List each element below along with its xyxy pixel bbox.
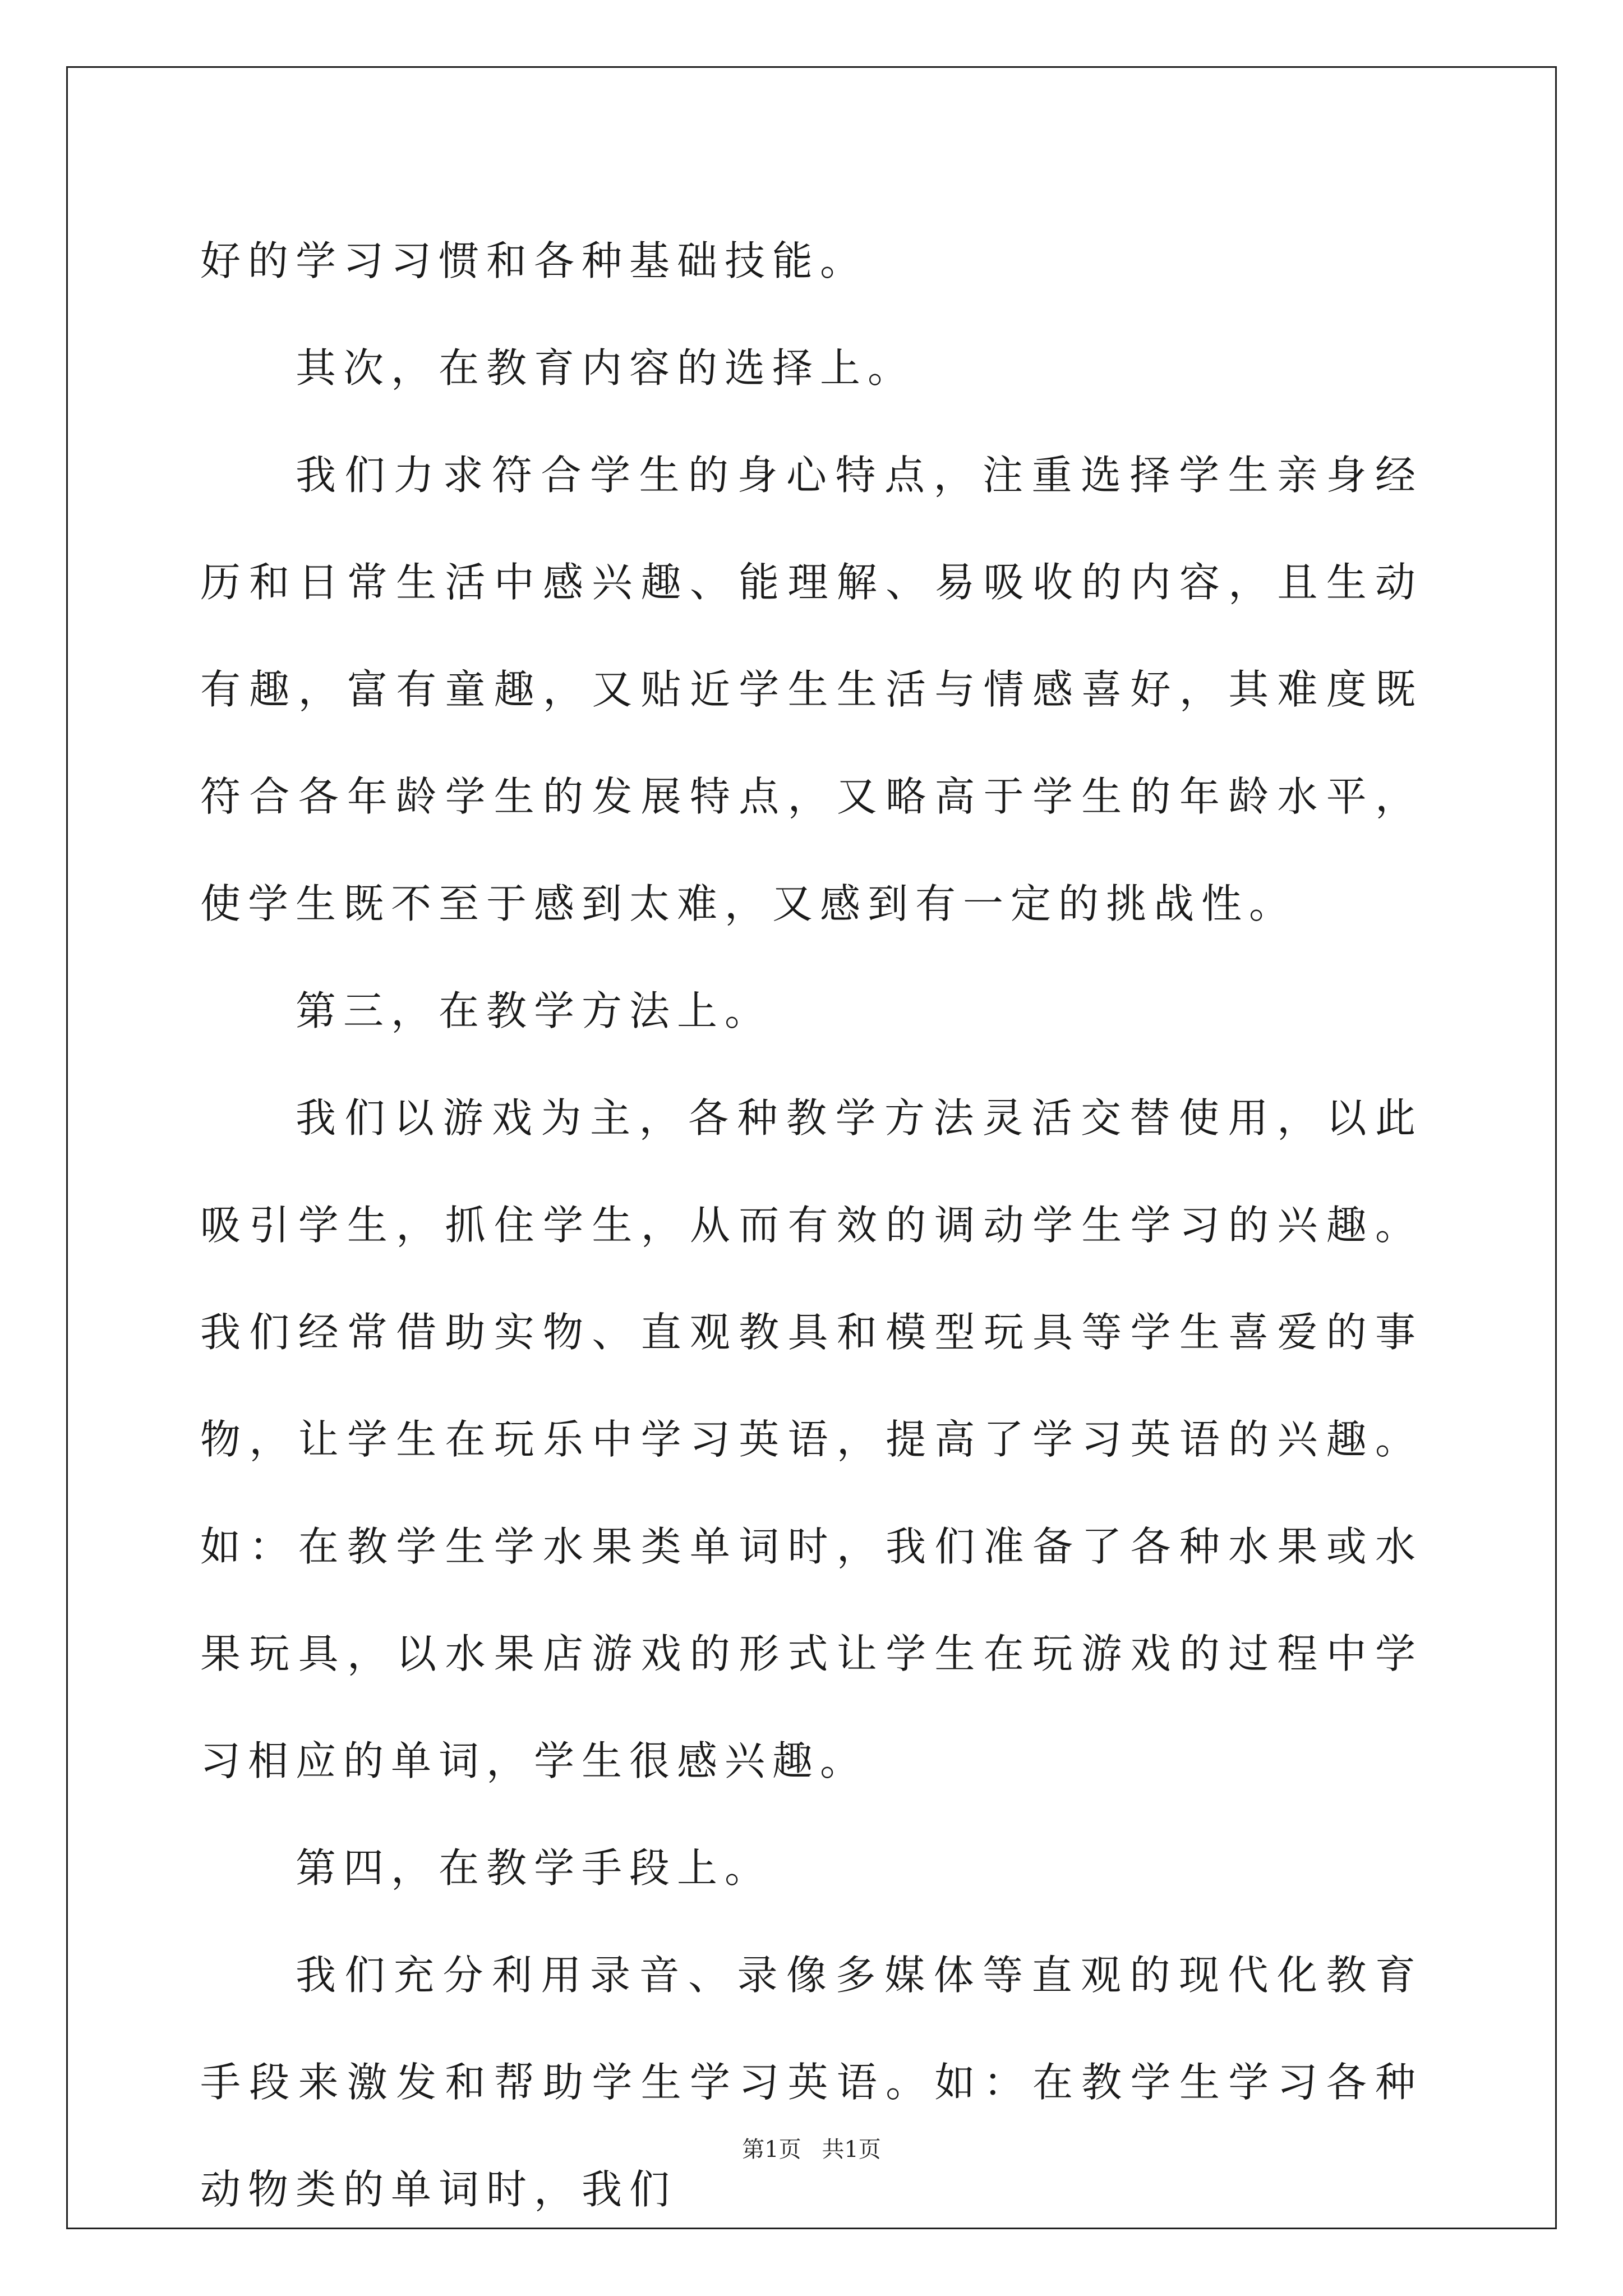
document-body	[200, 208, 1423, 2243]
paragraph-heading-fourth: 第四，在教学手段上。	[296, 1844, 773, 1892]
paragraph-heading-second: 其次，在教育内容的选择上。	[296, 344, 916, 392]
paragraph-content-selection: 我们力求符合学生的身心特点，注重选择学生亲身经历和日常生活中感兴趣、能理解、易吸收的内容，且生动有趣，富有童趣，又贴近学生生活与情感喜好，其难度既符合各年龄学生的发展特点，又略高于学生的年龄水平，使学生既不至于感到太难，又感到有一定的挑战性。	[200, 452, 1423, 927]
paragraph-heading-third: 第三，在教学方法上。	[296, 987, 773, 1034]
paragraph-teaching-methods: 我们以游戏为主，各种教学方法灵活交替使用，以此吸引学生，抓住学生，从而有效的调动学生学习的兴趣。我们经常借助实物、直观教具和模型玩具等学生喜爱的事物，让学生在玩乐中学习英语，提高了学习英语的兴趣。如：在教学生学水果类单词时，我们准备了各种水果或水果玩具，以水果店游戏的形式让学生在玩游戏的过程中学习相应的单词，学生很感兴趣。	[200, 1094, 1423, 1784]
paragraph-teaching-means: 我们充分利用录音、录像多媒体等直观的现代化教育手段来激发和帮助学生学习英语。如：在教学生学习各种动物类的单词时，我们	[200, 1952, 1423, 2213]
page-footer	[0, 2133, 1623, 2166]
paragraph-continuation: 好的学习习惯和各种基础技能。	[200, 237, 868, 284]
page-total: 共1页	[822, 2137, 881, 2162]
page-number: 第1页	[742, 2137, 801, 2162]
